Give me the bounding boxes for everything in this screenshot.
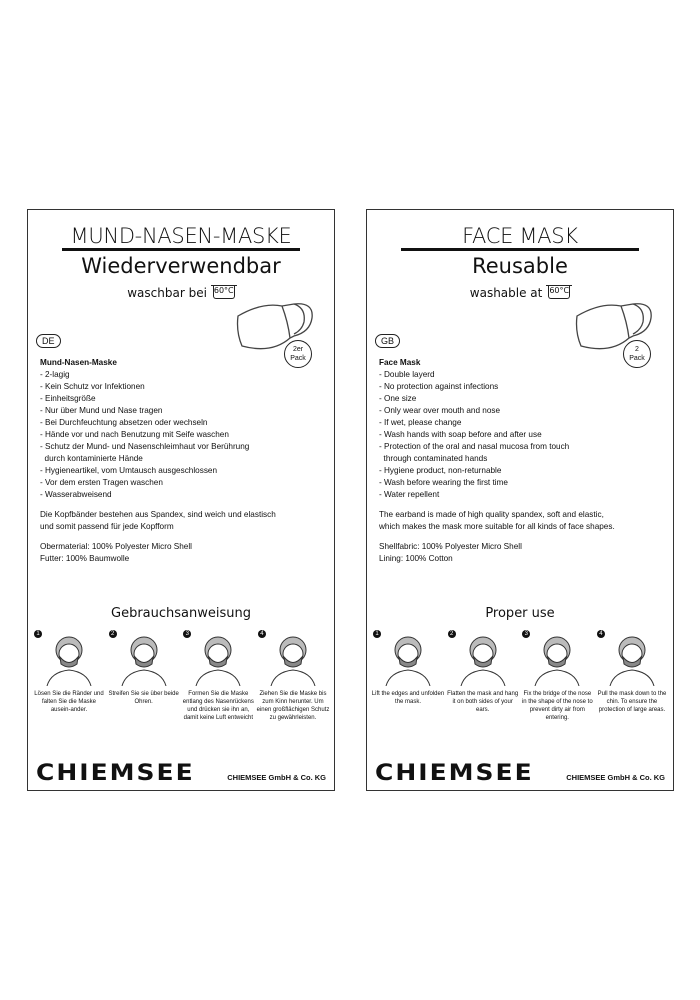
material-line: Shellfabric: 100% Polyester Micro Shell [379, 542, 522, 551]
usage-step [181, 630, 255, 722]
feature-item: - Hygieneartikel, vom Umtausch ausgeschlossen [40, 466, 218, 475]
label-title: FACE MASK [462, 224, 578, 248]
company-name: CHIEMSEE GmbH & Co. KG [566, 773, 665, 782]
para-line: The earband is made of high quality spandex, soft and elastic, [379, 510, 604, 519]
feature-item: - Einheitsgröße [40, 394, 96, 403]
wash-60-icon: 60°C [548, 285, 570, 299]
usage-step [256, 630, 330, 722]
usage-steps [371, 630, 669, 722]
step-number: 4 [258, 630, 266, 638]
product-info [379, 357, 663, 565]
para-line: und somit passend für jede Kopfform [40, 522, 174, 531]
feature-item: - Wash hands with soap before and after use [379, 430, 542, 439]
step-illustration-icon [378, 630, 438, 686]
step-caption: Fix the bridge of the nose in the shape of the nose to prevent dirty air from entering. [521, 691, 593, 721]
feature-item: - 2-lagig [40, 370, 70, 379]
product-info [40, 357, 324, 565]
step-illustration-icon [114, 630, 174, 686]
feature-item: - Kein Schutz vor Infektionen [40, 382, 145, 391]
feature-item: - No protection against infections [379, 382, 499, 391]
usage-step [446, 630, 520, 722]
label-subtitle: Wiederverwendbar [81, 254, 281, 278]
material-line: Obermaterial: 100% Polyester Micro Shell [40, 542, 192, 551]
para-line: Die Kopfbänder bestehen aus Spandex, sind weich und elastisch [40, 510, 276, 519]
usage-heading: Proper use [485, 606, 555, 621]
label-panel-english [366, 209, 674, 791]
chiemsee-logo: CHIEMSEE [36, 759, 195, 786]
wash-60-icon: 60°C [213, 285, 235, 299]
step-number: 1 [34, 630, 42, 638]
feature-item: - Nur über Mund und Nase tragen [40, 406, 163, 415]
step-illustration-icon [527, 630, 587, 686]
para-line: which makes the mask more suitable for all kinds of face shapes. [379, 522, 615, 531]
company-name: CHIEMSEE GmbH & Co. KG [227, 773, 326, 782]
title-underline [401, 248, 639, 251]
title-underline [62, 248, 300, 251]
step-illustration-icon [263, 630, 323, 686]
label-title: MUND-NASEN-MASKE [70, 224, 292, 248]
material-line: Futter: 100% Baumwolle [40, 554, 130, 563]
usage-step [107, 630, 181, 722]
feature-item: - Wasserabweisend [40, 490, 112, 499]
feature-item: - If wet, please change [379, 418, 462, 427]
step-number: 2 [109, 630, 117, 638]
language-badge: GB [375, 334, 400, 348]
step-illustration-icon [188, 630, 248, 686]
usage-step [595, 630, 669, 722]
label-panel-german [27, 209, 335, 791]
usage-steps [32, 630, 330, 722]
label-subtitle: Reusable [472, 254, 568, 278]
step-caption: Ziehen Sie die Maske bis zum Kinn herunter. Um einen großflächigen Schutz zu gewährleisten. [256, 691, 330, 721]
feature-item: - Only wear over mouth and nose [379, 406, 501, 415]
step-caption: Lösen Sie die Ränder und falten Sie die Maske ausein-ander. [34, 691, 104, 713]
step-illustration-icon [39, 630, 99, 686]
feature-item: - Bei Durchfeuchtung absetzen oder wechseln [40, 418, 208, 427]
feature-list [379, 369, 663, 501]
step-caption: Formen Sie die Maske entlang des Nasenrückens und drücken sie ihn an, damit keine Luft entweicht [182, 691, 254, 721]
step-caption: Streifen Sie sie über beide Ohren. [108, 691, 179, 705]
feature-item: - Schutz der Mund- und Nasenschleimhaut vor Berührung [40, 442, 250, 451]
step-number: 1 [373, 630, 381, 638]
usage-step [32, 630, 106, 722]
step-illustration-icon [602, 630, 662, 686]
step-number: 2 [448, 630, 456, 638]
usage-heading: Gebrauchsanweisung [111, 606, 251, 621]
feature-item: - Wash before wearing the first time [379, 478, 508, 487]
wash-text: washable at [469, 286, 543, 300]
feature-item: - Double layerd [379, 370, 435, 379]
pack-label: Pack [290, 355, 306, 362]
usage-step [520, 630, 594, 722]
pack-count: 2 [635, 346, 639, 353]
feature-item: through contaminated hands [379, 454, 488, 463]
material-line: Lining: 100% Cotton [379, 554, 453, 563]
step-number: 4 [597, 630, 605, 638]
feature-item: - Vor dem ersten Tragen waschen [40, 478, 163, 487]
step-caption: Flatten the mask and hang it on both sides of your ears. [447, 691, 519, 713]
product-heading: Face Mask [379, 358, 421, 367]
chiemsee-logo: CHIEMSEE [375, 759, 534, 786]
feature-item: durch kontaminierte Hände [40, 454, 143, 463]
usage-step [371, 630, 445, 722]
step-number: 3 [522, 630, 530, 638]
pack-label: Pack [629, 355, 645, 362]
feature-item: - Water repellent [379, 490, 440, 499]
pack-count: 2er [292, 346, 304, 353]
feature-list [40, 369, 324, 501]
wash-text: waschbar bei [127, 286, 207, 300]
language-badge: DE [36, 334, 61, 348]
feature-item: - One size [379, 394, 417, 403]
product-heading: Mund-Nasen-Maske [40, 358, 117, 367]
step-caption: Pull the mask down to the chin. To ensure the protection of large areas. [597, 691, 667, 713]
step-illustration-icon [453, 630, 513, 686]
step-caption: Lift the edges and unfolden the mask. [371, 691, 445, 705]
feature-item: - Protection of the oral and nasal mucosa from touch [379, 442, 570, 451]
feature-item: - Hände vor und nach Benutzung mit Seife waschen [40, 430, 229, 439]
step-number: 3 [183, 630, 191, 638]
feature-item: - Hygiene product, non-returnable [379, 466, 502, 475]
